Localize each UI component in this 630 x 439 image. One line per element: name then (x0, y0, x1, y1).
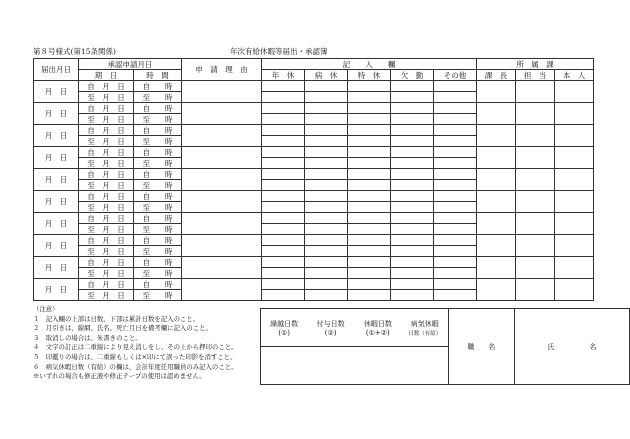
entry-byokyu-total[interactable] (305, 158, 348, 169)
note-item: ２ ⽉引きは、線網、氏名、死亡月日を備考欄に記入のこと。 (33, 324, 212, 333)
entry-nenkyu-total[interactable] (262, 290, 305, 301)
entry-tokkyu[interactable] (348, 81, 391, 92)
entry-honnin-stamp[interactable] (555, 125, 594, 147)
entry-to-date[interactable]: 至 月 日 (79, 158, 134, 169)
entry-tokkyu-total[interactable] (348, 246, 391, 257)
entry-kekkin-total[interactable] (391, 224, 434, 235)
entry-row (34, 103, 594, 114)
entry-to-time[interactable]: 至 時 (134, 246, 182, 257)
entry-kekkin[interactable] (391, 147, 434, 158)
entry-sonota[interactable] (434, 191, 477, 202)
entry-honnin-stamp[interactable] (555, 213, 594, 235)
entry-kacho-stamp[interactable] (477, 147, 516, 169)
entry-to-date[interactable]: 至 月 日 (79, 246, 134, 257)
entry-row (34, 147, 594, 158)
entry-sonota[interactable] (434, 213, 477, 224)
entry-nenkyu[interactable] (262, 213, 305, 224)
entry-byokyu-total[interactable] (305, 114, 348, 125)
entry-sonota[interactable] (434, 81, 477, 92)
entry-todokede-date[interactable]: 月 日 (34, 103, 79, 125)
entry-honnin-stamp[interactable] (555, 235, 594, 257)
header-shonin-shinsei: 承認申請月日 (79, 59, 182, 70)
entry-kacho-stamp[interactable] (477, 213, 516, 235)
entry-honnin-stamp[interactable] (555, 103, 594, 125)
entry-tokkyu[interactable] (348, 257, 391, 268)
entry-kekkin-total[interactable] (391, 202, 434, 213)
entry-tokkyu-total[interactable] (348, 92, 391, 103)
entry-reason[interactable] (182, 125, 262, 147)
entry-nenkyu[interactable] (262, 125, 305, 136)
entry-todokede-date[interactable]: 月 日 (34, 169, 79, 191)
note-item: ５ 印鑑りの場合は、二重線もしくは×印にて誤った印影を消すこと。 (33, 352, 237, 361)
summary-shimei: 氏 名 (514, 309, 629, 385)
entry-kekkin-total[interactable] (391, 158, 434, 169)
entry-sonota[interactable] (434, 279, 477, 290)
entry-sonota-total[interactable] (434, 246, 477, 257)
header-nenkyu: 年 休 (262, 70, 305, 81)
entry-byokyu-total[interactable] (305, 202, 348, 213)
entry-tokkyu-total[interactable] (348, 180, 391, 191)
header-sonota: その他 (434, 70, 477, 81)
entry-to-date[interactable]: 至 月 日 (79, 290, 134, 301)
header-kinyu: 記 入 欄 (262, 59, 477, 70)
entry-nenkyu-total[interactable] (262, 136, 305, 147)
entry-tokkyu[interactable] (348, 235, 391, 246)
entry-from-time[interactable]: 自 時 (134, 191, 182, 202)
entry-to-time[interactable]: 至 時 (134, 268, 182, 279)
summary-kyuka-value[interactable] (354, 347, 402, 385)
entry-honnin-stamp[interactable] (555, 147, 594, 169)
summary-byoki-value[interactable] (402, 347, 449, 385)
entry-sonota[interactable] (434, 125, 477, 136)
entry-tokkyu[interactable] (348, 125, 391, 136)
note-item: ３ 取消しの場合は、朱書きのこと。 (33, 333, 142, 342)
header-kikan: 期 日 (79, 70, 134, 81)
entry-from-date[interactable]: 自 月 日 (79, 103, 134, 114)
entry-nenkyu-total[interactable] (262, 224, 305, 235)
entry-nenkyu[interactable] (262, 191, 305, 202)
entry-tanto-stamp[interactable] (516, 81, 555, 103)
entry-kacho-stamp[interactable] (477, 257, 516, 279)
header-todokede-date: 届出月日 (34, 59, 79, 81)
header-shinsei-riyu: 申 請 理 由 (182, 59, 262, 81)
entry-byokyu[interactable] (305, 103, 348, 114)
entry-kacho-stamp[interactable] (477, 191, 516, 213)
entry-sonota-total[interactable] (434, 92, 477, 103)
entry-kacho-stamp[interactable] (477, 81, 516, 103)
entry-todokede-date[interactable]: 月 日 (34, 213, 79, 235)
entry-kacho-stamp[interactable] (477, 125, 516, 147)
entry-byokyu-total[interactable] (305, 92, 348, 103)
entry-reason[interactable] (182, 81, 262, 103)
entry-byokyu-total[interactable] (305, 268, 348, 279)
entry-tokkyu[interactable] (348, 169, 391, 180)
entry-sonota[interactable] (434, 257, 477, 268)
entry-tanto-stamp[interactable] (516, 191, 555, 213)
entry-byokyu[interactable] (305, 147, 348, 158)
entry-from-time[interactable]: 自 時 (134, 235, 182, 246)
entry-sonota-total[interactable] (434, 290, 477, 301)
summary-table (260, 308, 630, 385)
entry-nenkyu[interactable] (262, 235, 305, 246)
entry-byokyu[interactable] (305, 213, 348, 224)
entry-sonota[interactable] (434, 235, 477, 246)
entry-tanto-stamp[interactable] (516, 169, 555, 191)
entry-nenkyu[interactable] (262, 169, 305, 180)
summary-kurikoshi-value[interactable] (261, 347, 308, 385)
entry-kekkin[interactable] (391, 279, 434, 290)
entry-honnin-stamp[interactable] (555, 81, 594, 103)
entry-row (34, 81, 594, 92)
entry-to-time[interactable]: 至 時 (134, 92, 182, 103)
entry-from-date[interactable]: 自 月 日 (79, 279, 134, 290)
entry-kekkin[interactable] (391, 235, 434, 246)
summary-kyuka: 休暇日数 (①+②) (354, 309, 402, 347)
entry-tanto-stamp[interactable] (516, 213, 555, 235)
entry-row (34, 213, 594, 224)
form-title: 年次有給休暇等届出・承認簿 (230, 47, 328, 56)
entry-tokkyu[interactable] (348, 191, 391, 202)
entry-kacho-stamp[interactable] (477, 103, 516, 125)
entry-sonota-total[interactable] (434, 114, 477, 125)
entry-to-date[interactable]: 至 月 日 (79, 136, 134, 147)
entry-tokkyu[interactable] (348, 213, 391, 224)
entry-to-date[interactable]: 至 月 日 (79, 268, 134, 279)
entry-sonota[interactable] (434, 103, 477, 114)
entry-from-time[interactable]: 自 時 (134, 125, 182, 136)
entry-tokkyu-total[interactable] (348, 268, 391, 279)
entry-honnin-stamp[interactable] (555, 279, 594, 301)
entry-sonota-total[interactable] (434, 268, 477, 279)
note-item: ※いずれの場合も修正液や修正テープの使用は認めません。 (33, 372, 206, 381)
entry-sonota[interactable] (434, 169, 477, 180)
entry-reason[interactable] (182, 279, 262, 301)
entry-byokyu[interactable] (305, 81, 348, 92)
entry-byokyu[interactable] (305, 125, 348, 136)
entry-nenkyu-total[interactable] (262, 158, 305, 169)
entry-kekkin-total[interactable] (391, 268, 434, 279)
entry-kekkin[interactable] (391, 103, 434, 114)
entry-byokyu[interactable] (305, 279, 348, 290)
leave-register-table (33, 58, 594, 301)
entry-tokkyu-total[interactable] (348, 114, 391, 125)
entry-to-time[interactable]: 至 時 (134, 114, 182, 125)
entry-kacho-stamp[interactable] (477, 235, 516, 257)
entry-honnin-stamp[interactable] (555, 169, 594, 191)
entry-to-date[interactable]: 至 月 日 (79, 224, 134, 235)
entry-reason[interactable] (182, 213, 262, 235)
header-kacho: 課 長 (477, 70, 516, 81)
note-item: １ 記入欄の上部は日数、下部は累計日数を記入のこと。 (33, 314, 200, 323)
entry-reason[interactable] (182, 169, 262, 191)
entry-byokyu[interactable] (305, 257, 348, 268)
notes-title: （注意） (33, 305, 59, 313)
note-item: ４ 文字の訂正は二重線により見え消しをし、その上から押印のこと。 (33, 343, 238, 352)
entry-todokede-date[interactable]: 月 日 (34, 125, 79, 147)
form-number: 第８号様式(第15条関係) (33, 47, 116, 56)
entry-kekkin-total[interactable] (391, 136, 434, 147)
notes-block (33, 305, 238, 382)
entry-row (34, 257, 594, 268)
summary-byoki: 病気休暇 日数（有給） (402, 309, 449, 347)
entry-from-time[interactable]: 自 時 (134, 147, 182, 158)
entry-kekkin[interactable] (391, 81, 434, 92)
entry-nenkyu-total[interactable] (262, 268, 305, 279)
entry-todokede-date[interactable]: 月 日 (34, 279, 79, 301)
entry-nenkyu[interactable] (262, 257, 305, 268)
entry-sonota[interactable] (434, 147, 477, 158)
entry-from-date[interactable]: 自 月 日 (79, 191, 134, 202)
entry-kekkin-total[interactable] (391, 246, 434, 257)
entry-honnin-stamp[interactable] (555, 257, 594, 279)
entry-todokede-date[interactable]: 月 日 (34, 235, 79, 257)
entry-to-time[interactable]: 至 時 (134, 158, 182, 169)
entry-to-time[interactable]: 至 時 (134, 290, 182, 301)
summary-kurikoshi: 繰越日数 (①) (261, 309, 308, 347)
entry-from-date[interactable]: 自 月 日 (79, 125, 134, 136)
entry-reason[interactable] (182, 103, 262, 125)
header-honnin: 本 人 (555, 70, 594, 81)
entry-kekkin-total[interactable] (391, 290, 434, 301)
entry-reason[interactable] (182, 147, 262, 169)
entry-reason[interactable] (182, 191, 262, 213)
entry-kekkin[interactable] (391, 191, 434, 202)
entry-byokyu[interactable] (305, 191, 348, 202)
summary-fuyo: 付与日数 (②) (307, 309, 354, 347)
entry-honnin-stamp[interactable] (555, 191, 594, 213)
header-jikan: 時 間 (134, 70, 182, 81)
entry-to-date[interactable]: 至 月 日 (79, 114, 134, 125)
entry-byokyu-total[interactable] (305, 136, 348, 147)
entry-todokede-date[interactable]: 月 日 (34, 81, 79, 103)
entry-kekkin-total[interactable] (391, 114, 434, 125)
entry-from-time[interactable]: 自 時 (134, 81, 182, 92)
entry-nenkyu[interactable] (262, 81, 305, 92)
entry-from-date[interactable]: 自 月 日 (79, 235, 134, 246)
entry-nenkyu[interactable] (262, 103, 305, 114)
entry-from-date[interactable]: 自 月 日 (79, 147, 134, 158)
entry-nenkyu[interactable] (262, 147, 305, 158)
entry-nenkyu-total[interactable] (262, 246, 305, 257)
entry-byokyu-total[interactable] (305, 290, 348, 301)
entry-tokkyu-total[interactable] (348, 136, 391, 147)
summary-shokumei: 職 名 (448, 309, 514, 385)
entry-from-time[interactable]: 自 時 (134, 279, 182, 290)
entry-reason[interactable] (182, 257, 262, 279)
entry-reason[interactable] (182, 235, 262, 257)
entry-nenkyu-total[interactable] (262, 202, 305, 213)
entry-row (34, 235, 594, 246)
entry-kekkin-total[interactable] (391, 92, 434, 103)
header-tanto: 担 当 (516, 70, 555, 81)
entry-todokede-date[interactable]: 月 日 (34, 147, 79, 169)
entry-tanto-stamp[interactable] (516, 103, 555, 125)
entry-tokkyu[interactable] (348, 279, 391, 290)
entry-byokyu[interactable] (305, 235, 348, 246)
note-item: ６ 病気休暇日数（有給）の欄は、会計年度任用職員のみ記入のこと。 (33, 362, 238, 371)
entry-tanto-stamp[interactable] (516, 125, 555, 147)
entry-tanto-stamp[interactable] (516, 279, 555, 301)
summary-fuyo-value[interactable] (307, 347, 354, 385)
entry-tanto-stamp[interactable] (516, 257, 555, 279)
entry-from-time[interactable]: 自 時 (134, 169, 182, 180)
entry-tokkyu-total[interactable] (348, 158, 391, 169)
entry-from-date[interactable]: 自 月 日 (79, 257, 134, 268)
entry-nenkyu-total[interactable] (262, 92, 305, 103)
entry-sonota-total[interactable] (434, 136, 477, 147)
entry-from-time[interactable]: 自 時 (134, 257, 182, 268)
entry-row (34, 125, 594, 136)
entry-to-time[interactable]: 至 時 (134, 180, 182, 191)
entry-tokkyu[interactable] (348, 147, 391, 158)
entry-to-date[interactable]: 至 月 日 (79, 92, 134, 103)
entry-kekkin[interactable] (391, 125, 434, 136)
entry-nenkyu-total[interactable] (262, 180, 305, 191)
entry-tokkyu[interactable] (348, 103, 391, 114)
entry-to-date[interactable]: 至 月 日 (79, 202, 134, 213)
entry-row (34, 169, 594, 180)
entry-byokyu-total[interactable] (305, 224, 348, 235)
header-shozoku: 所 属 課 (477, 59, 594, 70)
entry-byokyu-total[interactable] (305, 180, 348, 191)
entry-tanto-stamp[interactable] (516, 235, 555, 257)
entry-row (34, 191, 594, 202)
entry-byokyu[interactable] (305, 169, 348, 180)
entry-kekkin[interactable] (391, 169, 434, 180)
entry-byokyu-total[interactable] (305, 246, 348, 257)
entry-sonota-total[interactable] (434, 158, 477, 169)
entry-row (34, 279, 594, 290)
header-kekkin: 欠 勤 (391, 70, 434, 81)
entry-kacho-stamp[interactable] (477, 169, 516, 191)
entry-tokkyu-total[interactable] (348, 224, 391, 235)
entry-from-date[interactable]: 自 月 日 (79, 213, 134, 224)
entry-from-time[interactable]: 自 時 (134, 103, 182, 114)
entry-kekkin[interactable] (391, 257, 434, 268)
entry-nenkyu-total[interactable] (262, 114, 305, 125)
entry-to-time[interactable]: 至 時 (134, 136, 182, 147)
entry-tokkyu-total[interactable] (348, 290, 391, 301)
entry-sonota-total[interactable] (434, 180, 477, 191)
entry-kacho-stamp[interactable] (477, 279, 516, 301)
entry-kekkin[interactable] (391, 213, 434, 224)
entry-sonota-total[interactable] (434, 224, 477, 235)
entry-to-date[interactable]: 至 月 日 (79, 180, 134, 191)
entry-todokede-date[interactable]: 月 日 (34, 257, 79, 279)
entry-from-date[interactable]: 自 月 日 (79, 81, 134, 92)
entry-todokede-date[interactable]: 月 日 (34, 191, 79, 213)
entry-kekkin-total[interactable] (391, 180, 434, 191)
entry-tanto-stamp[interactable] (516, 147, 555, 169)
entry-sonota-total[interactable] (434, 202, 477, 213)
entry-from-date[interactable]: 自 月 日 (79, 169, 134, 180)
entry-tokkyu-total[interactable] (348, 202, 391, 213)
header-byokyu: 病 休 (305, 70, 348, 81)
entry-nenkyu[interactable] (262, 279, 305, 290)
entry-to-time[interactable]: 至 時 (134, 202, 182, 213)
entry-from-time[interactable]: 自 時 (134, 213, 182, 224)
entry-to-time[interactable]: 至 時 (134, 224, 182, 235)
header-tokkyu: 特 休 (348, 70, 391, 81)
